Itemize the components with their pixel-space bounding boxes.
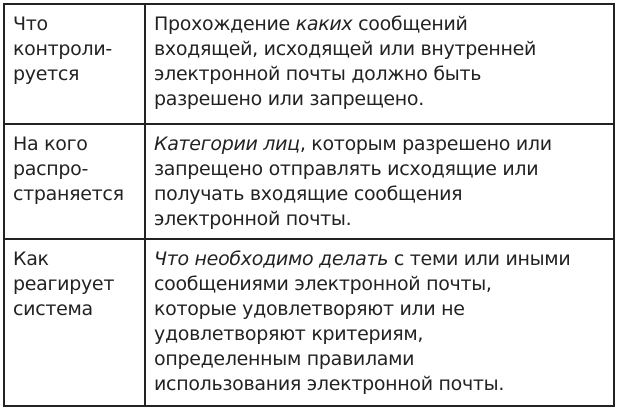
description-emphasis: Категории лиц (154, 133, 300, 155)
row-term: На кого распро- страняется (13, 133, 124, 205)
row-term: Что контроли- руется (13, 13, 112, 85)
row-description-cell (145, 4, 614, 124)
table-row (4, 124, 614, 239)
table-row (4, 239, 614, 406)
row-term-cell (4, 124, 145, 239)
email-policy-table (3, 3, 615, 407)
description-text: с теми или иными сообщениями электронной почты, которые удовлетворяют или не удовлетворяют критериям, определенным правилами использования электронной почты. (154, 248, 571, 395)
row-term-cell (4, 239, 145, 406)
row-term: Как реагирует система (13, 248, 115, 320)
table-row (4, 4, 614, 124)
description-text: сообщений входящей, исходящей или внутренней электронной почты должно быть разрешено или запрещено. (154, 13, 537, 110)
row-term-cell (4, 4, 145, 124)
row-description-cell (145, 124, 614, 239)
description-text: , которым разрешено или запрещено отправлять исходящие или получать входящие сообщения электронной почты. (154, 133, 552, 230)
description-emphasis: Что необходимо делать (154, 248, 389, 270)
row-description-cell (145, 239, 614, 406)
description-text: Прохождение (154, 13, 296, 35)
description-emphasis: каких (295, 13, 353, 35)
